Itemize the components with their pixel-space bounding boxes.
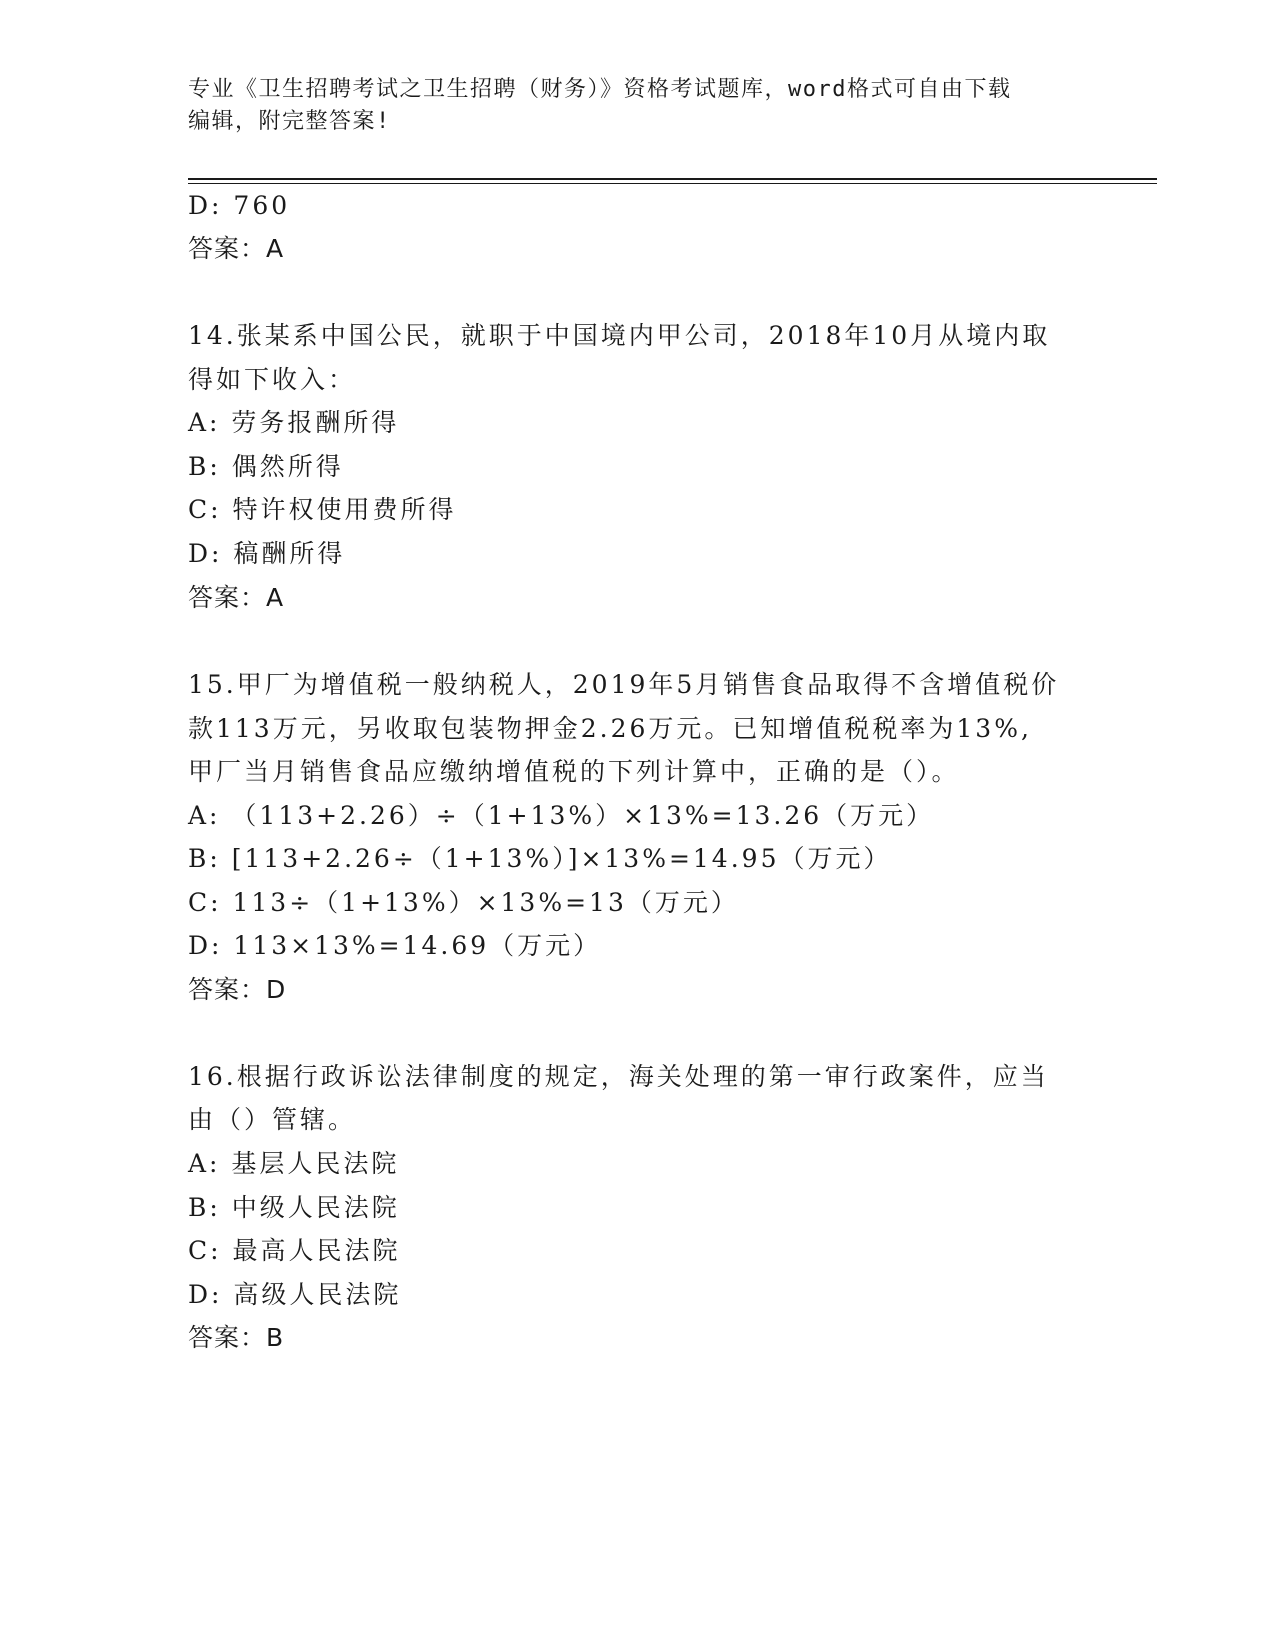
q14-stem-line-2: 得如下收入：: [188, 365, 357, 394]
header-divider-thin: [188, 183, 1157, 184]
q15-answer: 答案：D: [188, 975, 287, 1004]
q14-option-c: C: 特许权使用费所得: [188, 495, 457, 524]
q14-answer: 答案：A: [188, 583, 285, 612]
q14-option-d: D: 稿酬所得: [188, 539, 346, 568]
header-divider-thick: [188, 178, 1157, 180]
q15-option-d: D: 113×13%=14.69（万元）: [188, 931, 602, 960]
q14-option-a: A: 劳务报酬所得: [188, 408, 400, 437]
q16-answer: 答案：B: [188, 1323, 285, 1352]
header-line-1: 专业《卫生招聘考试之卫生招聘（财务）》资格考试题库，word格式可自由下载: [188, 77, 1012, 102]
q15-option-c: C: 113÷（1+13%）×13%=13（万元）: [188, 888, 739, 917]
q15-stem-line-1: 15.甲厂为增值税一般纳税人，2019年5月销售食品取得不含增值税价: [188, 670, 1060, 699]
q15-stem-line-3: 甲厂当月销售食品应缴纳增值税的下列计算中，正确的是（）。: [188, 757, 960, 786]
q14-option-b: B: 偶然所得: [188, 452, 344, 481]
header-line-2: 编辑，附完整答案!: [188, 109, 391, 134]
q14-stem-line-1: 14.张某系中国公民，就职于中国境内甲公司，2018年10月从境内取: [188, 321, 1051, 350]
q15-stem-line-2: 款113万元，另收取包装物押金2.26万元。已知增值税税率为13%,: [188, 714, 1032, 743]
q13-answer: 答案：A: [188, 234, 285, 263]
q16-stem-line-2: 由（）管辖。: [188, 1105, 357, 1134]
q16-option-d: D: 高级人民法院: [188, 1280, 402, 1309]
q16-stem-line-1: 16.根据行政诉讼法律制度的规定，海关处理的第一审行政案件，应当: [188, 1062, 1049, 1091]
q16-option-a: A: 基层人民法院: [188, 1149, 400, 1178]
q15-option-b: B: [113+2.26÷（1+13%）]×13%=14.95（万元）: [188, 844, 892, 873]
q13-option-d: D: 760: [188, 191, 291, 220]
q15-option-a: A: （113+2.26）÷（1+13%）×13%=13.26（万元）: [188, 801, 935, 830]
q16-option-b: B: 中级人民法院: [188, 1193, 400, 1222]
document-header: [188, 74, 1088, 138]
q16-option-c: C: 最高人民法院: [188, 1236, 401, 1265]
